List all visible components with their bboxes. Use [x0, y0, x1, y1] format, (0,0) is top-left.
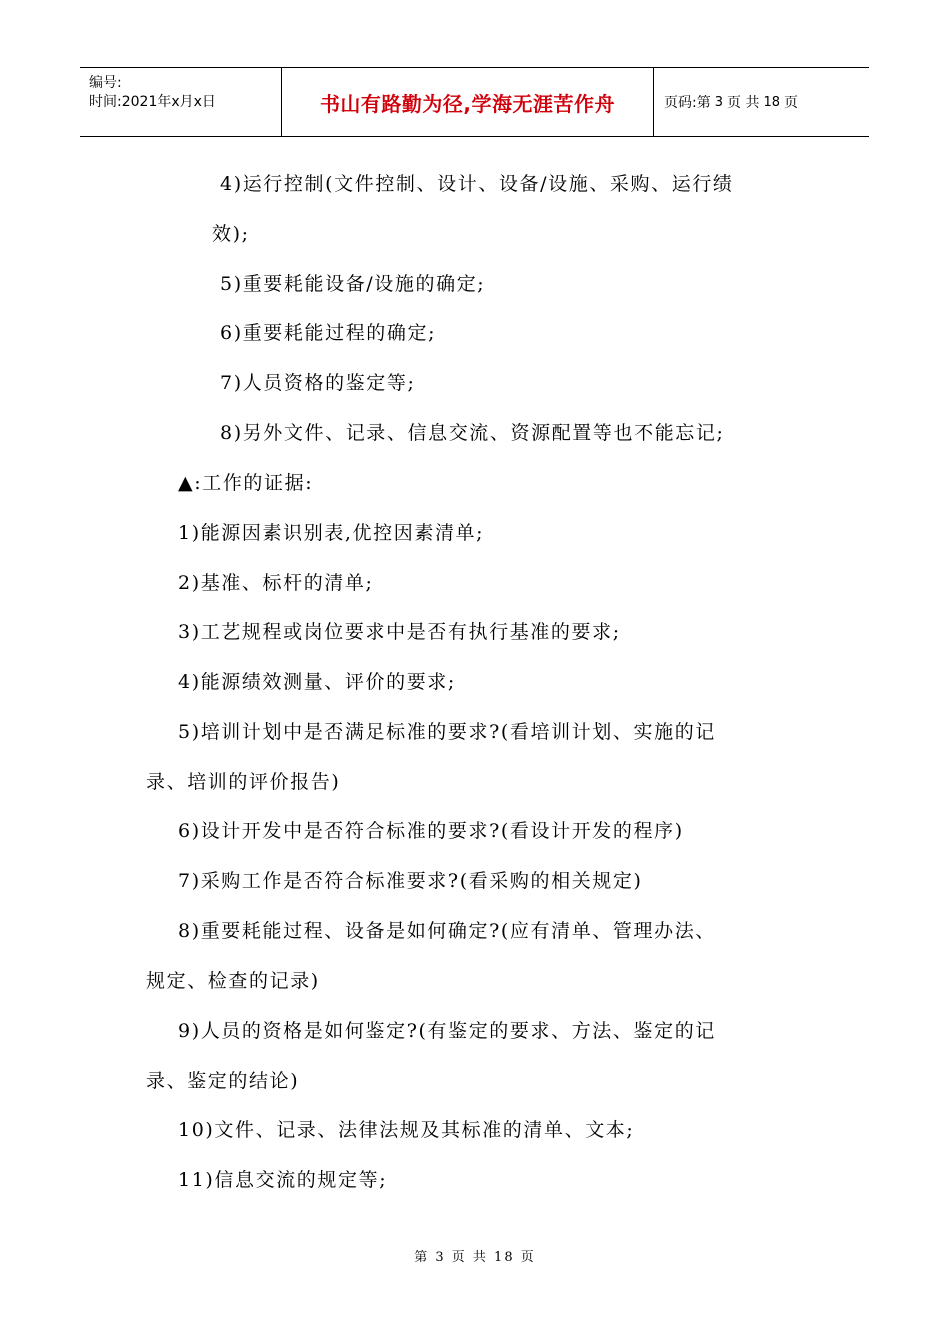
text-line: 5)培训计划中是否满足标准的要求?(看培训计划、实施的记 [178, 721, 716, 743]
text-line: 1)能源因素识别表,优控因素清单; [178, 522, 485, 544]
header-page-total: 18 [763, 94, 780, 110]
document-time-label: 时间:2021年x月x日 [89, 94, 216, 110]
page-header [80, 67, 869, 137]
text-line: 6)重要耗能过程的确定; [220, 322, 437, 344]
text-line: 2)基准、标杆的清单; [178, 572, 374, 594]
text-line: 7)采购工作是否符合标准要求?(看采购的相关规定) [178, 870, 643, 892]
page-footer: 第 3 页 共 18 页 [414, 1250, 536, 1265]
text-line: 3)工艺规程或岗位要求中是否有执行基准的要求; [178, 621, 621, 643]
text-line: 8)另外文件、记录、信息交流、资源配置等也不能忘记; [220, 422, 725, 444]
text-line: 8)重要耗能过程、设备是如何确定?(应有清单、管理办法、 [178, 920, 716, 942]
header-info-cell [80, 68, 282, 136]
header-page-current: 3 [714, 94, 723, 110]
header-page-cell [654, 68, 869, 136]
text-line: 11)信息交流的规定等; [178, 1169, 388, 1191]
text-line: 5)重要耗能设备/设施的确定; [220, 273, 486, 295]
header-motto: 书山有路勤为径,学海无涯苦作舟 [319, 91, 616, 116]
text-line: 效); [212, 223, 250, 245]
text-line: 7)人员资格的鉴定等; [220, 372, 416, 394]
text-line: 4)能源绩效测量、评价的要求; [178, 671, 456, 693]
text-line: 规定、检查的记录) [146, 970, 320, 992]
text-line: 6)设计开发中是否符合标准的要求?(看设计开发的程序) [178, 820, 684, 842]
section-heading: ▲:工作的证据: [178, 472, 314, 494]
text-line: 录、鉴定的结论) [146, 1070, 300, 1092]
header-page-prefix: 页码:第 [664, 95, 711, 111]
document-number-label: 编号: [89, 75, 122, 91]
header-motto-cell [282, 68, 654, 136]
text-line: 9)人员的资格是如何鉴定?(有鉴定的要求、方法、鉴定的记 [178, 1020, 716, 1042]
text-line: 10)文件、记录、法律法规及其标准的清单、文本; [178, 1119, 635, 1141]
header-page-suffix: 页 [784, 95, 798, 111]
text-line: 4)运行控制(文件控制、设计、设备/设施、采购、运行绩 [220, 173, 734, 195]
header-page-mid: 页 共 [727, 95, 760, 111]
text-line: 录、培训的评价报告) [146, 771, 341, 793]
